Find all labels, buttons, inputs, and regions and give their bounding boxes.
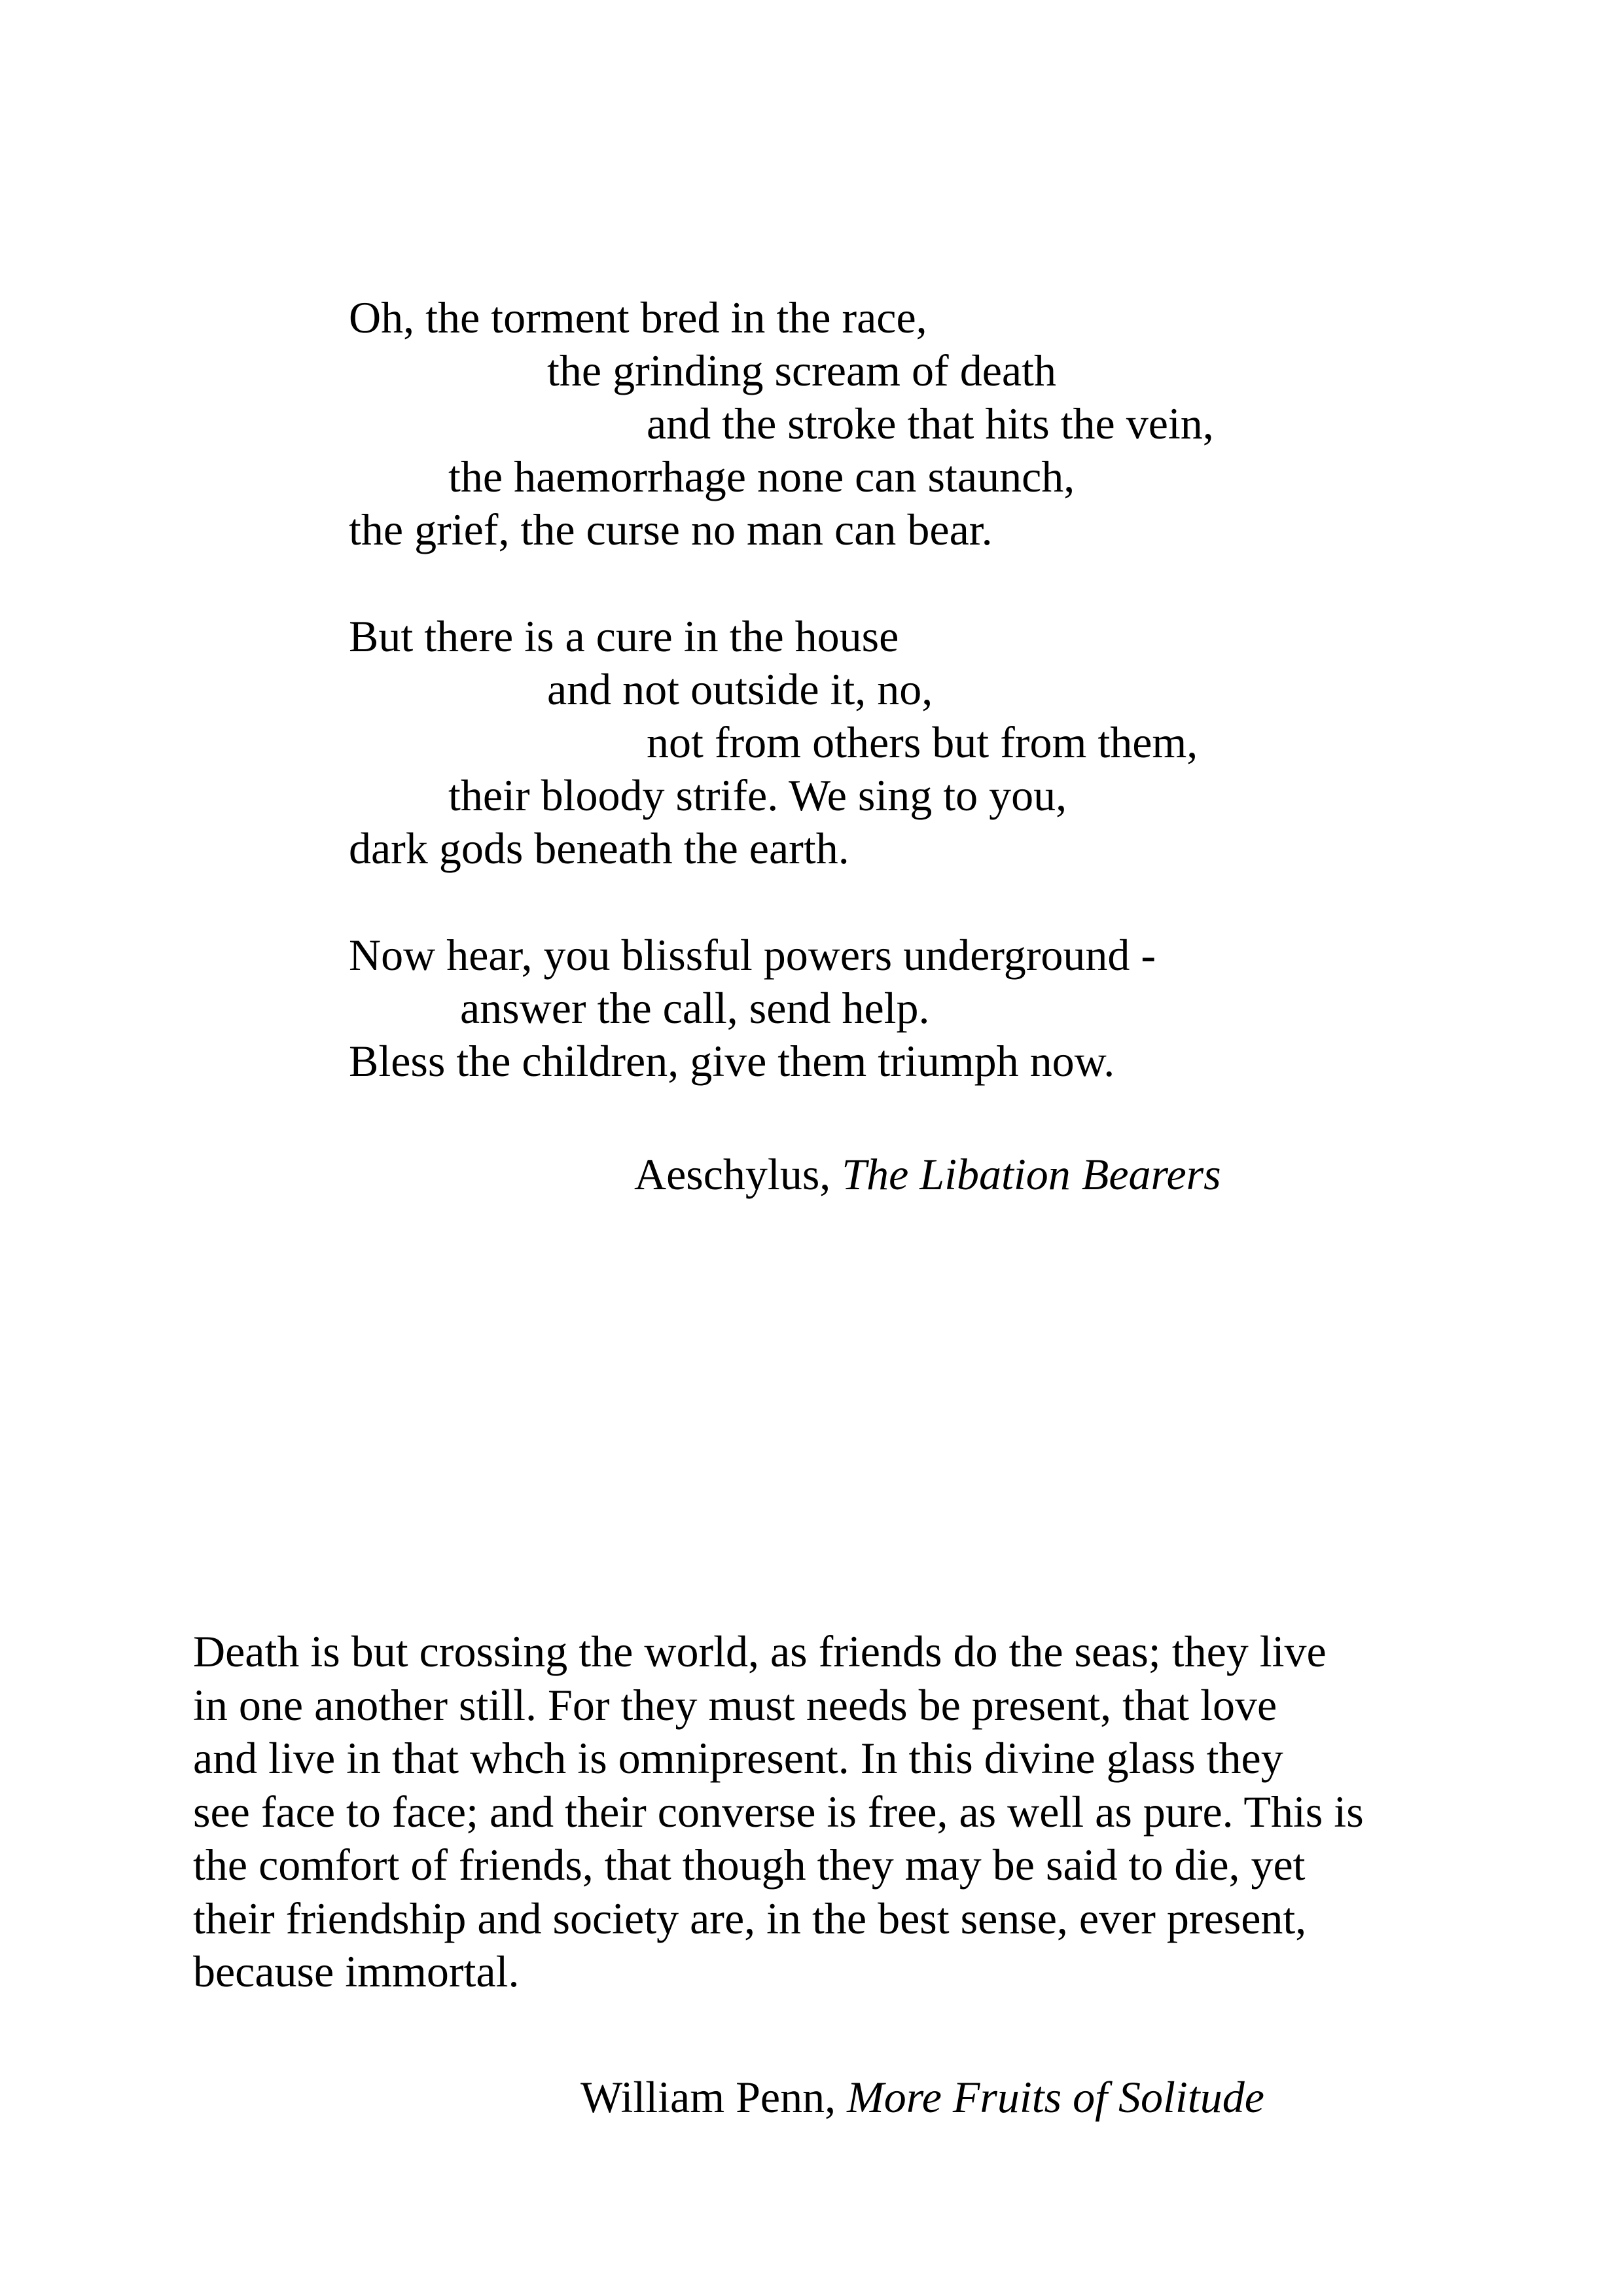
poem-line: Now hear, you blissful powers underground - (349, 930, 1156, 980)
prose-line: see face to face; and their converse is free, as well as pure. This is (193, 1786, 1364, 1837)
poem-line: dark gods beneath the earth. (349, 823, 849, 873)
prose-attribution-author: William Penn, (580, 2072, 836, 2122)
poem-line: Oh, the torment bred in the race, (349, 293, 927, 342)
poem-line: the haemorrhage none can staunch, (448, 452, 1075, 501)
poem-line: not from others but from them, (647, 717, 1198, 767)
prose-line: the comfort of friends, that though they may be said to die, yet (193, 1840, 1306, 1890)
prose-attribution-work: More Fruits of Solitude (847, 2072, 1264, 2122)
prose-line: their friendship and society are, in the best sense, ever present, (193, 1893, 1307, 1943)
poem-attribution (634, 1148, 1221, 1201)
poem-line: and not outside it, no, (547, 664, 933, 714)
poem-block (349, 291, 1330, 1141)
poem-line: Bless the children, give them triumph now. (349, 1036, 1115, 1086)
poem-stanza-2 (349, 610, 1330, 875)
prose-line: because immortal. (193, 1946, 520, 1996)
poem-stanza-1 (349, 291, 1330, 556)
poem-attribution-work: The Libation Bearers (842, 1149, 1221, 1199)
prose-attribution (580, 2071, 1264, 2124)
poem-line: the grief, the curse no man can bear. (349, 505, 993, 554)
prose-block (193, 1625, 1436, 1999)
poem-line: and the stroke that hits the vein, (647, 399, 1214, 448)
poem-line: answer the call, send help. (460, 983, 930, 1033)
prose-line: in one another still. For they must needs be present, that love (193, 1679, 1277, 1730)
poem-attribution-author: Aeschylus, (634, 1149, 831, 1199)
poem-line: But there is a cure in the house (349, 611, 899, 661)
poem-stanza-3 (349, 929, 1330, 1088)
prose-line: Death is but crossing the world, as friends do the seas; they live (193, 1626, 1327, 1676)
prose-line: and live in that whch is omnipresent. In this divine glass they (193, 1733, 1283, 1783)
poem-line: the grinding scream of death (547, 346, 1056, 395)
poem-line: their bloody strife. We sing to you, (448, 770, 1067, 820)
